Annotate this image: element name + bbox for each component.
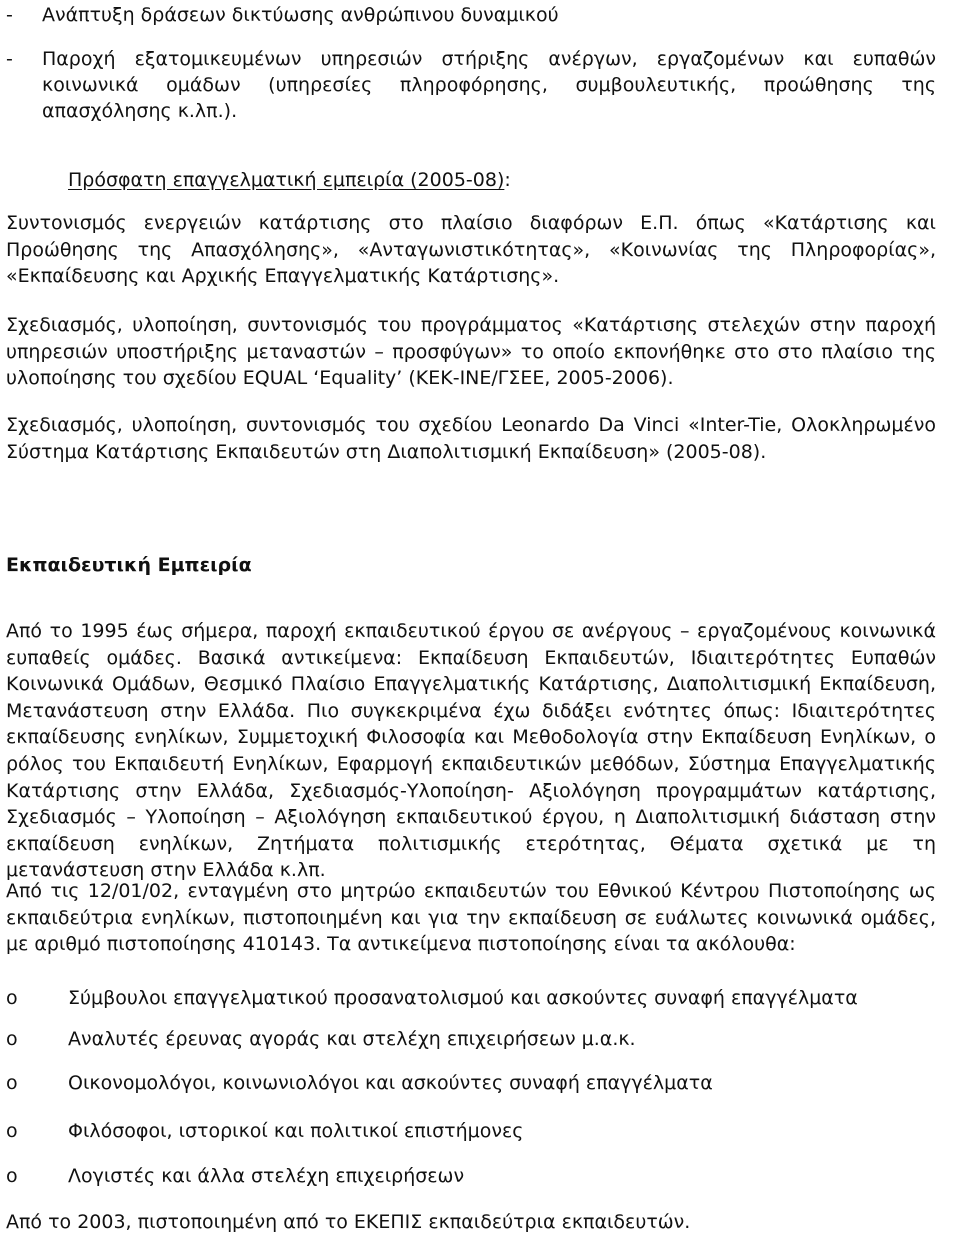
list-item-text: Σύμβουλοι επαγγελματικού προσανατολισμού και ασκούντες συναφή επαγγέλματα [68,987,858,1009]
recent-experience-title-colon: : [504,169,511,191]
list-item-text: Οικονομολόγοι, κοινωνιολόγοι και ασκούντες συναφή επαγγέλματα [68,1072,713,1094]
circle-bullet-icon: o [6,987,18,1009]
dash-list-item [6,46,936,124]
circle-bullet-icon: o [6,1120,18,1142]
dash-item-text: Παροχή εξατομικευμένων υπηρεσιών στήριξης ανέργων, εργαζομένων και ευπαθών κοινωνικά ομάδων (υπηρεσίες πληροφόρησης, συμβουλευτικής, προώθησης της απασχόλησης κ.λπ.). [42,48,936,122]
section-heading: Εκπαιδευτική Εμπειρία [6,554,252,576]
list-item-text: Φιλόσοφοι, ιστορικοί και πολιτικοί επιστήμονες [68,1120,524,1142]
circle-bullet-icon: o [6,1028,18,1050]
recent-experience-title [68,167,511,193]
closing-line: Από το 2003, πιστοποιημένη από το ΕΚΕΠΙΣ εκπαιδεύτρια εκπαιδευτών. [6,1211,691,1233]
teaching-paragraph: Από το 1995 έως σήμερα, παροχή εκπαιδευτικού έργου σε ανέργους – εργαζομένους κοινωνικά ευπαθείς ομάδες. Βασικά αντικείμενα: Εκπαίδευση Εκπαιδευτών, Ιδιαιτερότητες Ευπαθών Κοινωνικά Ομάδων, Θεσμικό Πλαίσιο Επαγγελματικής Κατάρτισης, Διαπολιτισμική Εκπαίδευση, Μετανάστευση στην Ελλάδα. Πιο συγκεκριμένα έχω διδάξει ενότητες όπως: Ιδιαιτερότητες εκπαίδευσης ενηλίκων, Συμμετοχική Φιλοσοφία και Μεθοδολογία στην Εκπαίδευση Ενηλίκων, ο ρόλος του Εκπαιδευτή Ενηλίκων, Εφαρμογή εκπαιδευτικών μεθόδων, Σύστημα Επαγγελματικής Κατάρτισης στην Ελλάδα, Σχεδιασμός-Υλοποίηση- Αξιολόγηση προγραμμάτων κατάρτισης, Σχεδιασμός – Υλοποίηση – Αξιολόγηση εκπαιδευτικού έργου, η Διαπολιτισμική διάσταση στην εκπαίδευση ενηλίκων, Ζητήματα πολιτισμικής ετερότητας, Θέματα σχετικά με τη μετανάστευση στην Ελλάδα κ.λπ. [6,620,936,882]
recent-experience-paragraph: Συντονισμός ενεργειών κατάρτισης στο πλαίσιο διαφόρων Ε.Π. όπως «Κατάρτισης και Προώθησης της Απασχόλησης», «Ανταγωνιστικότητας», «Κοινωνίας της Πληροφορίας», «Εκπαίδευσης και Αρχικής Επαγγελματικής Κατάρτισης». [6,212,936,287]
recent-experience-paragraph: Σχεδιασμός, υλοποίηση, συντονισμός του σχεδίου Leonardo Da Vinci «Inter-Tie, Ολοκληρωμένο Σύστημα Κατάρτισης Εκπαιδευτών στη Διαπολιτισμική Εκπαίδευση» (2005-08). [6,414,936,463]
dash-list-item [6,2,936,28]
recent-experience-title-text: Πρόσφατη επαγγελματική εμπειρία (2005-08) [68,169,505,191]
recent-experience-paragraph: Σχεδιασμός, υλοποίηση, συντονισμός του προγράμματος «Κατάρτισης στελεχών στην παροχή υπηρεσιών υποστήριξης μεταναστών – προσφύγων» το οποίο εκπονήθηκε στο στο πλαίσιο της υλοποίησης του σχεδίου EQUAL ‘Equality’ (ΚΕΚ-ΙΝΕ/ΓΣΕΕ, 2005-2006). [6,314,936,389]
certification-paragraph: Από τις 12/01/02, ενταγμένη στο μητρώο εκπαιδευτών του Εθνικού Κέντρου Πιστοποίησης ως εκπαιδεύτρια ενηλίκων, πιστοποιημένη και για την εκπαίδευση σε ευάλωτες κοινωνικά ομάδες, με αριθμό πιστοποίησης 410143. Τα αντικείμενα πιστοποίησης είναι τα ακόλουθα: [6,880,936,955]
list-item-text: Λογιστές και άλλα στελέχη επιχειρήσεων [68,1165,465,1187]
dash-marker: - [6,48,13,70]
dash-marker: - [6,4,13,26]
circle-bullet-icon: o [6,1165,18,1187]
circle-bullet-icon: o [6,1072,18,1094]
list-item-text: Αναλυτές έρευνας αγοράς και στελέχη επιχειρήσεων μ.α.κ. [68,1028,636,1050]
dash-item-text: Ανάπτυξη δράσεων δικτύωσης ανθρώπινου δυναμικού [42,4,559,26]
